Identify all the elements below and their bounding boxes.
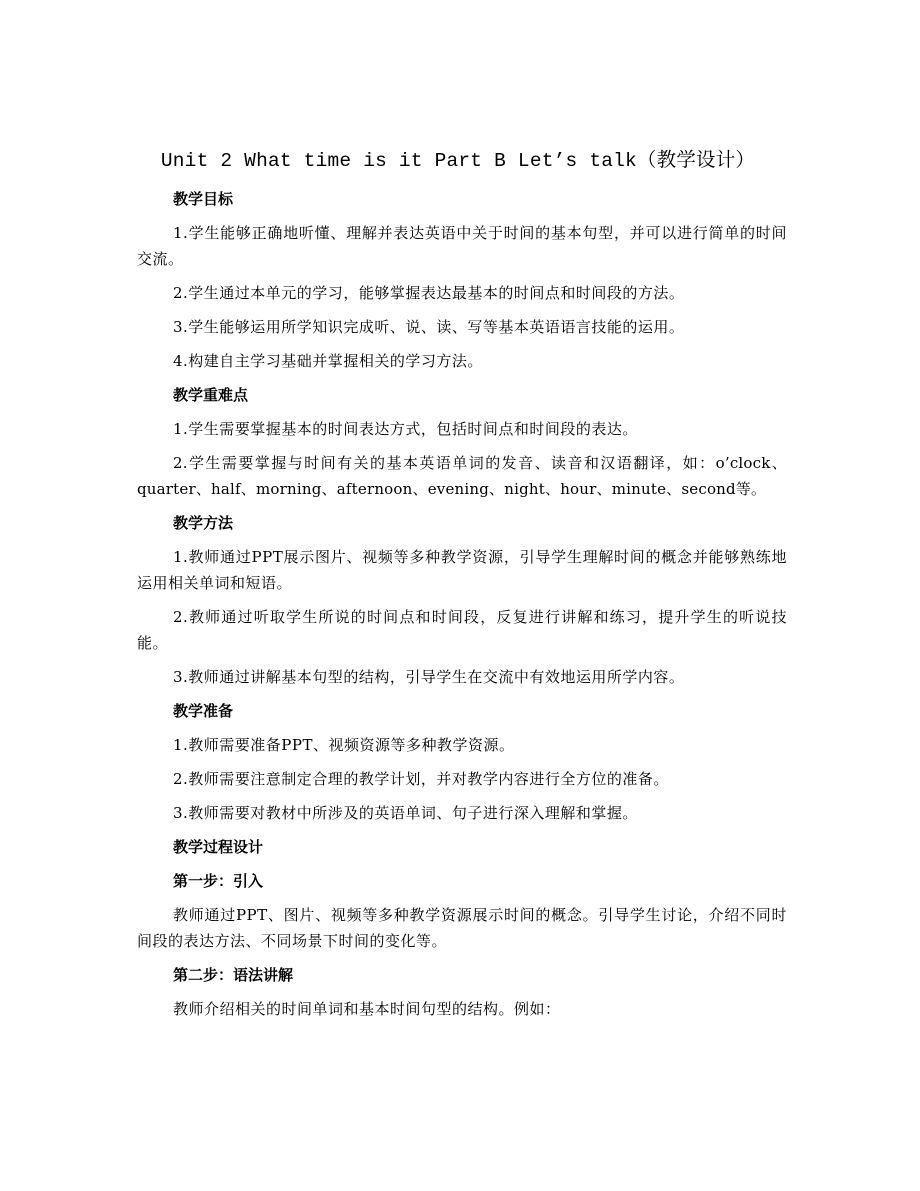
section-step-one-introduction: [137, 868, 787, 954]
paragraph: 1.教师需要准备PPT、视频资源等多种教学资源。: [173, 736, 515, 754]
step-heading: 第一步：引入: [173, 872, 264, 890]
section-teaching-methods: [137, 510, 787, 690]
paragraph: 教师通过PPT、图片、视频等多种教学资源展示时间的概念。引导学生讨论，介绍不同时间段的表达方法、不同场景下时间的变化等。: [137, 906, 787, 950]
section-heading: 教学目标: [173, 190, 234, 208]
step-heading: 第二步：语法讲解: [173, 966, 294, 984]
section-teaching-preparation: [137, 698, 787, 826]
paragraph: 2.学生通过本单元的学习，能够掌握表达最基本的时间点和时间段的方法。: [173, 284, 685, 302]
section-teaching-process: [137, 834, 787, 860]
paragraph: 2.教师通过听取学生所说的时间点和时间段，反复进行讲解和练习，提升学生的听说技能。: [137, 608, 787, 652]
section-heading: 教学准备: [173, 702, 234, 720]
document-title: Unit 2 What time is it Part B Let’s talk（教学设计）: [160, 150, 756, 172]
document-page: [137, 146, 787, 1030]
section-step-two-grammar: [137, 962, 787, 1022]
paragraph: 1.学生能够正确地听懂、理解并表达英语中关于时间的基本句型，并可以进行简单的时间交流。: [137, 224, 787, 268]
section-key-difficulties: [137, 382, 787, 502]
section-teaching-objectives: [137, 186, 787, 374]
paragraph: 3.教师通过讲解基本句型的结构，引导学生在交流中有效地运用所学内容。: [173, 668, 685, 686]
section-heading: 教学过程设计: [173, 838, 264, 856]
paragraph: 教师介绍相关的时间单词和基本时间句型的结构。例如：: [173, 1000, 561, 1018]
section-heading: 教学重难点: [173, 386, 249, 404]
paragraph: 3.学生能够运用所学知识完成听、说、读、写等基本英语语言技能的运用。: [173, 318, 685, 336]
paragraph: 1.学生需要掌握基本的时间表达方式，包括时间点和时间段的表达。: [173, 420, 638, 438]
paragraph: 1.教师通过PPT展示图片、视频等多种教学资源，引导学生理解时间的概念并能够熟练地运用相关单词和短语。: [137, 548, 787, 592]
paragraph: 3.教师需要对教材中所涉及的英语单词、句子进行深入理解和掌握。: [173, 804, 638, 822]
section-heading: 教学方法: [173, 514, 234, 532]
paragraph: 2.学生需要掌握与时间有关的基本英语单词的发音、读音和汉语翻译，如：o’clock、quarter、half、morning、afternoon、evening、night、hour、minute、second等。: [137, 454, 787, 498]
paragraph: 4.构建自主学习基础并掌握相关的学习方法。: [173, 352, 483, 370]
paragraph: 2.教师需要注意制定合理的教学计划，并对教学内容进行全方位的准备。: [173, 770, 669, 788]
